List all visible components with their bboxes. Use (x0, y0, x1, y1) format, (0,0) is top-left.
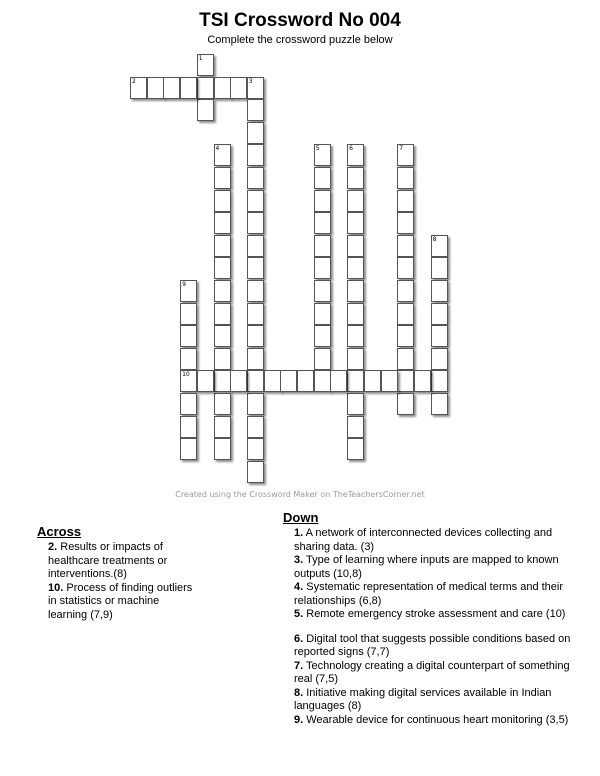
grid-cell[interactable] (431, 370, 448, 392)
grid-cell[interactable] (264, 370, 281, 392)
grid-cell[interactable] (180, 416, 197, 438)
grid-cell[interactable] (347, 348, 364, 370)
grid-cell[interactable] (397, 393, 414, 415)
grid-cell[interactable] (431, 235, 448, 257)
grid-cell[interactable] (431, 257, 448, 279)
grid-cell[interactable] (214, 212, 231, 234)
across-heading: Across (37, 524, 82, 539)
across-clue-list (48, 541, 198, 622)
grid-cell[interactable] (247, 190, 264, 212)
grid-cell[interactable] (247, 280, 264, 302)
grid-cell[interactable] (397, 280, 414, 302)
clue-number: 7. (294, 659, 304, 672)
grid-cell[interactable] (214, 235, 231, 257)
grid-cell[interactable] (347, 438, 364, 460)
grid-cell[interactable] (314, 212, 331, 234)
down-heading: Down (283, 510, 319, 525)
cell-number: 4 (215, 145, 220, 153)
clue-number: 6. (294, 632, 304, 645)
clue-item (294, 633, 580, 660)
grid-cell[interactable] (214, 257, 231, 279)
clue-text: Initiative making digital services available in Indian languages (8) (294, 686, 552, 712)
grid-cell[interactable] (347, 235, 364, 257)
grid-cell[interactable] (397, 144, 414, 166)
grid-cell[interactable] (397, 167, 414, 189)
grid-cell[interactable] (247, 348, 264, 370)
cell-number: 3 (248, 77, 253, 85)
clue-number: 5. (294, 608, 304, 620)
grid-cell[interactable] (397, 370, 414, 392)
clue-item (294, 608, 580, 622)
grid-cell[interactable] (247, 461, 264, 483)
grid-cell[interactable] (347, 393, 364, 415)
grid-cell[interactable] (314, 348, 331, 370)
grid-cell[interactable] (397, 212, 414, 234)
grid-cell[interactable] (247, 325, 264, 347)
cell-number: 7 (399, 145, 404, 153)
grid-cell[interactable] (180, 280, 197, 302)
grid-cell[interactable] (214, 303, 231, 325)
cell-number: 9 (182, 281, 186, 288)
cell-number: 5 (315, 145, 320, 153)
grid-cell[interactable] (180, 438, 197, 460)
grid-cell[interactable] (197, 54, 214, 76)
grid-cell[interactable] (397, 235, 414, 257)
down-clue-list (294, 527, 580, 727)
grid-cell[interactable] (214, 438, 231, 460)
cell-number: 1 (198, 55, 203, 62)
grid-cell[interactable] (214, 167, 231, 189)
grid-cell[interactable] (247, 235, 264, 257)
clue-text: Digital tool that suggests possible conditions based on reported signs (7,7) (294, 632, 571, 658)
grid-cell[interactable] (297, 370, 314, 392)
clue-item (294, 581, 580, 608)
cell-number: 8 (432, 235, 437, 243)
grid-cell[interactable] (197, 99, 214, 121)
grid-cell[interactable] (314, 280, 331, 302)
grid-cell[interactable] (397, 190, 414, 212)
grid-cell[interactable] (347, 325, 364, 347)
puzzle-subtitle: Complete the crossword puzzle below (207, 34, 393, 46)
grid-cell[interactable] (247, 257, 264, 279)
grid-cell[interactable] (247, 99, 264, 121)
grid-cell[interactable] (347, 370, 364, 392)
grid-cell[interactable] (214, 348, 231, 370)
grid-cell[interactable] (397, 325, 414, 347)
grid-cell[interactable] (214, 325, 231, 347)
grid-cell[interactable] (247, 303, 264, 325)
clue-number: 3. (294, 554, 304, 566)
grid-cell[interactable] (180, 77, 197, 99)
grid-cell[interactable] (247, 438, 264, 460)
grid-cell[interactable] (330, 370, 347, 392)
grid-cell[interactable] (314, 325, 331, 347)
grid-cell[interactable] (314, 257, 331, 279)
grid-cell[interactable] (230, 370, 247, 392)
grid-cell[interactable] (214, 393, 231, 415)
grid-cell[interactable] (180, 348, 197, 370)
grid-cell[interactable] (347, 280, 364, 302)
clue-text: Systematic representation of medical terms and their relationships (6,8) (294, 581, 564, 607)
grid-cell[interactable] (214, 416, 231, 438)
grid-cell[interactable] (431, 280, 448, 302)
grid-cell[interactable] (280, 370, 297, 392)
clue-item (48, 541, 198, 582)
grid-cell[interactable] (431, 393, 448, 415)
grid-cell[interactable] (247, 144, 264, 166)
grid-cell[interactable] (347, 144, 364, 166)
grid-cell[interactable] (247, 393, 264, 415)
grid-cell[interactable] (431, 325, 448, 347)
grid-cell[interactable] (347, 257, 364, 279)
grid-cell[interactable] (247, 416, 264, 438)
clue-text: Wearable device for continuous heart monitoring (3,5) (303, 713, 569, 726)
grid-cell[interactable] (314, 303, 331, 325)
grid-cell[interactable] (314, 190, 331, 212)
grid-cell[interactable] (414, 370, 431, 392)
grid-cell[interactable] (397, 348, 414, 370)
grid-cell[interactable] (364, 370, 381, 392)
grid-cell[interactable] (247, 370, 264, 392)
clue-item (294, 660, 580, 687)
grid-cell[interactable] (397, 303, 414, 325)
grid-cell[interactable] (247, 212, 264, 234)
grid-cell[interactable] (214, 190, 231, 212)
grid-cell[interactable] (247, 77, 264, 99)
clue-number: 8. (294, 686, 304, 699)
clue-text: Remote emergency stroke assessment and care (10) (303, 608, 566, 620)
grid-cell[interactable] (147, 77, 164, 99)
grid-cell[interactable] (347, 212, 364, 234)
grid-cell[interactable] (163, 77, 180, 99)
clue-number: 10. (48, 581, 64, 594)
grid-cell[interactable] (347, 167, 364, 189)
grid-cell[interactable] (180, 393, 197, 415)
grid-cell[interactable] (214, 144, 231, 166)
grid-cell[interactable] (214, 280, 231, 302)
clue-number: 4. (294, 581, 304, 593)
clue-text: Results or impacts of healthcare treatments or interventions.(8) (48, 541, 168, 580)
credit-text: Created using the Crossword Maker on TheTeachersCorner.net (175, 490, 425, 499)
cell-number: 2 (132, 77, 136, 85)
grid-cell[interactable] (180, 370, 197, 392)
clue-text: Process of finding outliers in statistics or machine learning (7,9) (48, 581, 193, 621)
grid-cell[interactable] (347, 303, 364, 325)
clue-item (48, 582, 198, 623)
grid-cell[interactable] (314, 167, 331, 189)
grid-cell[interactable] (347, 190, 364, 212)
grid-cell[interactable] (214, 370, 231, 392)
grid-cell[interactable] (314, 144, 331, 166)
grid-cell[interactable] (431, 303, 448, 325)
grid-cell[interactable] (180, 325, 197, 347)
grid-cell[interactable] (397, 257, 414, 279)
grid-cell[interactable] (431, 348, 448, 370)
clue-item (294, 554, 580, 581)
grid-cell[interactable] (197, 77, 214, 99)
clue-text: A network of interconnected devices collecting and sharing data. (3) (294, 527, 553, 553)
grid-cell[interactable] (314, 235, 331, 257)
grid-cell[interactable] (347, 416, 364, 438)
grid-cell[interactable] (214, 77, 231, 99)
cell-number: 10 (182, 371, 190, 379)
clue-item (294, 714, 580, 728)
clue-item (294, 687, 580, 714)
clue-text: Technology creating a digital counterpart of something real (7,5) (294, 659, 570, 685)
clue-number: 9. (294, 713, 304, 726)
clue-text: Type of learning where inputs are mapped to known outputs (10,8) (294, 554, 559, 580)
clue-item (294, 527, 580, 554)
grid-cell[interactable] (247, 122, 264, 144)
grid-cell[interactable] (180, 303, 197, 325)
grid-cell[interactable] (230, 77, 247, 99)
puzzle-title: TSI Crossword No 004 (199, 10, 401, 31)
clue-number: 1. (294, 527, 304, 539)
grid-cell[interactable] (381, 370, 398, 392)
grid-cell[interactable] (130, 77, 147, 99)
grid-cell[interactable] (314, 370, 331, 392)
clue-number: 2. (48, 541, 58, 553)
cell-number: 6 (349, 145, 353, 153)
grid-cell[interactable] (197, 370, 214, 392)
grid-cell[interactable] (247, 167, 264, 189)
